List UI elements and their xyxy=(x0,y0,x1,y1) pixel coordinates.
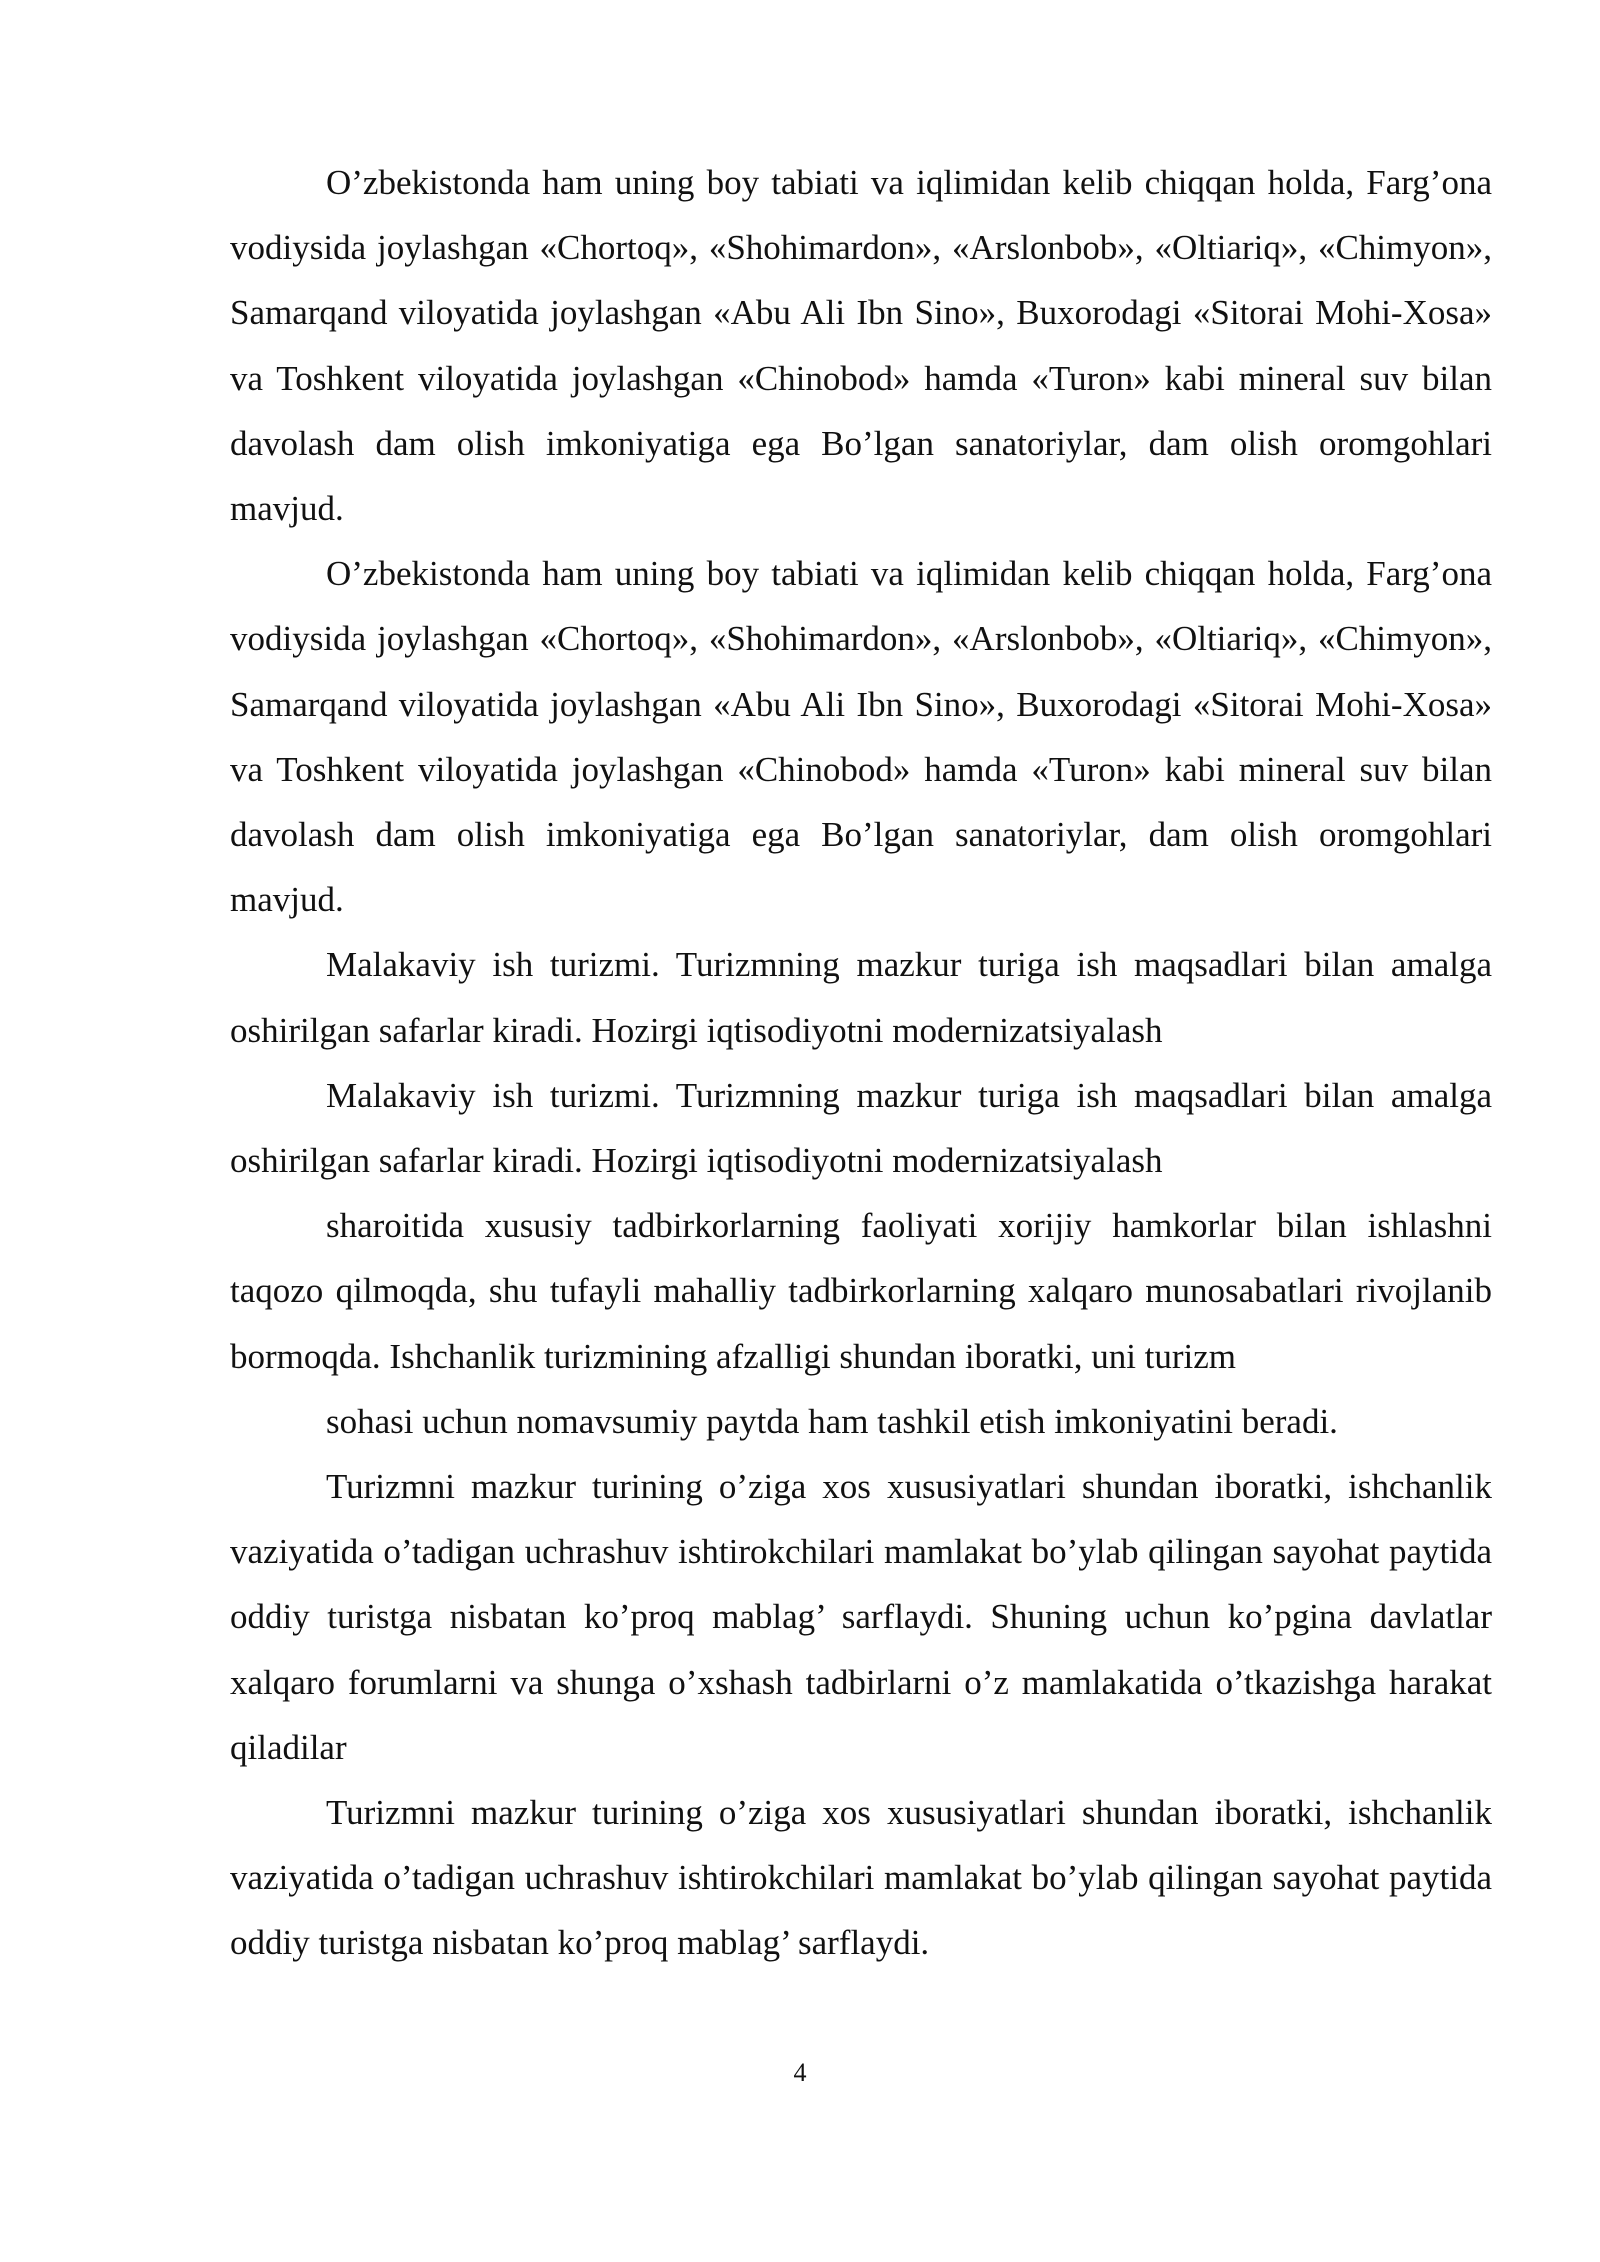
paragraph: Malakaviy ish turizmi. Turizmning mazkur turiga ish maqsadlari bilan amalga oshirilgan safarlar kiradi. Hozirgi iqtisodiyotni modernizatsiyalash xyxy=(230,945,1492,1050)
body-text xyxy=(230,150,1492,1976)
paragraph: Turizmni mazkur turining o’ziga xos xususiyatlari shundan iboratki, ishchanlik vaziyatida o’tadigan uchrashuv ishtirokchilari mamlakat bo’ylab qilingan sayohat paytida oddiy turistga nisbatan ko’proq mablag’ sarflaydi. xyxy=(230,1793,1492,1963)
paragraph: sharoitida xususiy tadbirkorlarning faoliyati xorijiy hamkorlar bilan ishlashni taqozo qilmoqda, shu tufayli mahalliy tadbirkorlarning xalqaro munosabatlari rivojlanib bormoqda. Ishchanlik turizmining afzalligi shundan iboratki, uni turizm xyxy=(230,1206,1492,1376)
page-number: 4 xyxy=(793,2058,807,2087)
paragraph: Turizmni mazkur turining o’ziga xos xususiyatlari shundan iboratki, ishchanlik vaziyatida o’tadigan uchrashuv ishtirokchilari mamlakat bo’ylab qilingan sayohat paytida oddiy turistga nisbatan ko’proq mablag’ sarflaydi. Shuning uchun ko’pgina davlatlar xalqaro forumlarni va shunga o’xshash tadbirlarni o’z mamlakatida o’tkazishga harakat qiladilar xyxy=(230,1467,1492,1767)
paragraph: sohasi uchun nomavsumiy paytda ham tashkil etish imkoniyatini beradi. xyxy=(326,1401,1338,1441)
paragraph: O’zbekistonda ham uning boy tabiati va iqlimidan kelib chiqqan holda, Farg’ona vodiysida joylashgan «Chortoq», «Shohimardon», «Arslonbob», «Oltiariq», «Chimyon», Samarqand viloyatida joylashgan «Abu Ali Ibn Sino», Buxorodagi «Sitorai Mohi-Xosa» va Toshkent viloyatida joylashgan «Chinobod» hamda «Turon» kabi mineral suv bilan davolash dam olish imkoniyatiga ega Bo’lgan sanatoriylar, dam olish oromgohlari mavjud. xyxy=(230,554,1492,920)
paragraph: O’zbekistonda ham uning boy tabiati va iqlimidan kelib chiqqan holda, Farg’ona vodiysida joylashgan «Chortoq», «Shohimardon», «Arslonbob», «Oltiariq», «Chimyon», Samarqand viloyatida joylashgan «Abu Ali Ibn Sino», Buxorodagi «Sitorai Mohi-Xosa» va Toshkent viloyatida joylashgan «Chinobod» hamda «Turon» kabi mineral suv bilan davolash dam olish imkoniyatiga ega Bo’lgan sanatoriylar, dam olish oromgohlari mavjud. xyxy=(230,163,1492,529)
paragraph: Malakaviy ish turizmi. Turizmning mazkur turiga ish maqsadlari bilan amalga oshirilgan safarlar kiradi. Hozirgi iqtisodiyotni modernizatsiyalash xyxy=(230,1075,1492,1181)
